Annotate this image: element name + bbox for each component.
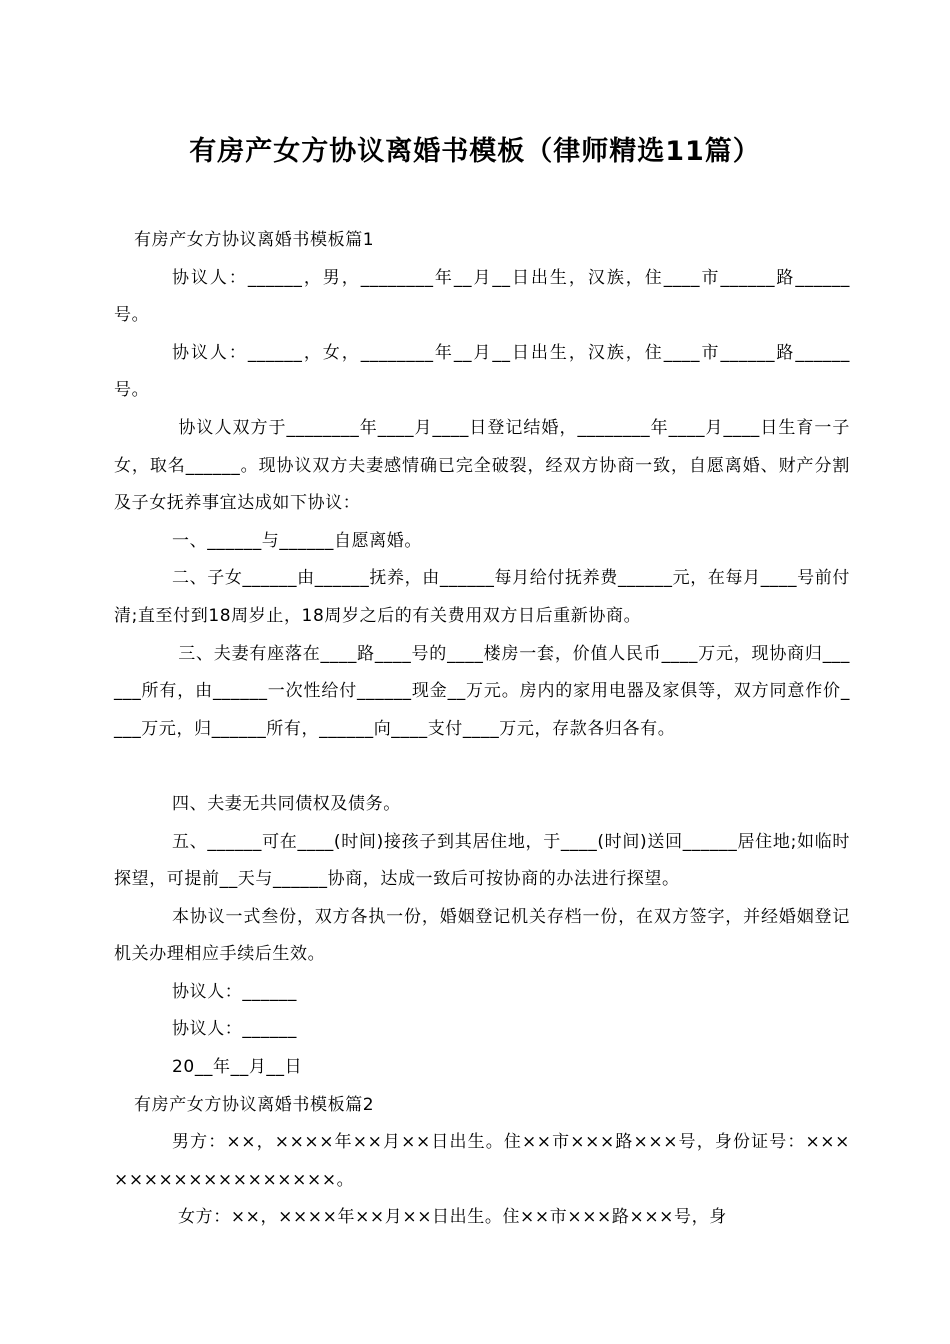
paragraph: 本协议一式叁份，双方各执一份，婚姻登记机关存档一份，在双方签字，并经婚姻登记机关办理相应手续后生效。 <box>114 906 850 965</box>
date-line: 20__年__月__日 <box>172 1057 303 1078</box>
document-title: 有房产女方协议离婚书模板（律师精选11篇） <box>189 136 761 167</box>
paragraph: 五、______可在____(时间)接孩子到其居住地，于____(时间)送回______居住地;如临时探望，可提前__天与______协商，达成一致后可按协商的办法进行探望。 <box>114 831 850 890</box>
paragraph: 协议人：______，女，________年__月__日出生，汉族，住____市______路______号。 <box>114 342 850 401</box>
signature-line: 协议人：______ <box>172 981 297 1002</box>
paragraph: 三、夫妻有座落在____路____号的____楼房一套，价值人民币____万元，现协商归______所有，由______一次性给付______现金__万元。房内的家用电器及家俱等，双方同意作价____万元，归______所有，______向____支付____万元，存款各归各有。 <box>114 643 850 739</box>
paragraph: 协议人双方于________年____月____日登记结婚，________年____月____日生育一子女，取名______。现协议双方夫妻感情确已完全破裂，经双方协商一致，自愿离婚、财产分割及子女抚养事宜达成如下协议： <box>114 417 850 514</box>
section-heading: 有房产女方协议离婚书模板篇2 <box>134 1094 375 1115</box>
document-body <box>114 222 850 1237</box>
paragraph: 四、夫妻无共同债权及债务。 <box>172 793 401 814</box>
paragraph: 男方：××，××××年××月××日出生。住××市×××路×××号，身份证号：××××××××××××××××××。 <box>114 1132 850 1190</box>
paragraph: 二、子女______由______抚养，由______每月给付抚养费______元，在每月____号前付清;直至付到18周岁止，18周岁之后的有关费用双方日后重新协商。 <box>114 568 850 626</box>
paragraph: 女方：××，××××年××月××日出生。住××市×××路×××号，身 <box>172 1207 727 1228</box>
paragraph: 一、______与______自愿离婚。 <box>172 530 422 551</box>
section-heading: 有房产女方协议离婚书模板篇1 <box>134 230 375 250</box>
blank-line <box>114 748 850 786</box>
paragraph: 协议人：______，男，________年__月__日出生，汉族，住____市______路______号。 <box>114 267 850 326</box>
signature-line: 协议人：______ <box>172 1019 297 1040</box>
